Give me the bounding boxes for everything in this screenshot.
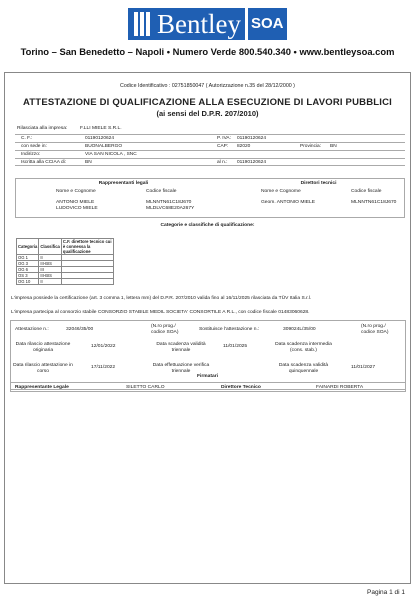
rappr-nome-header: Nome e Cognome bbox=[56, 189, 96, 194]
bentley-logo bbox=[128, 8, 288, 40]
table-header: C.F. direttore tecnico cui è connessa la qualificazione bbox=[62, 239, 112, 254]
firmatari-box bbox=[10, 382, 406, 392]
certificate bbox=[4, 72, 411, 584]
impresa-value: F.LLI MIELE S.R.L. bbox=[80, 126, 122, 131]
piva-value: 01190120624 bbox=[237, 136, 266, 141]
document-subtitle: (ai sensi del D.P.R. 207/2010) bbox=[156, 109, 259, 118]
rappr-cf-header: Codice fiscale bbox=[146, 189, 177, 194]
table-header-row bbox=[17, 239, 114, 255]
prog-label-2: (N.ro prog./ codice SOA) bbox=[361, 324, 389, 335]
provincia-label: Provincia: bbox=[300, 144, 322, 149]
indirizzo-value: VIA SAN NICOLA , SNC bbox=[85, 152, 137, 157]
sede-value: BUONALBERGO bbox=[85, 144, 123, 149]
rappresentanti-title: Rappresentanti legali bbox=[98, 181, 149, 186]
rappr-nome-1: ANTONIO MIELE bbox=[56, 200, 95, 205]
table-cell: II bbox=[39, 255, 62, 261]
row-cf bbox=[15, 134, 405, 142]
aln-label: al n.: bbox=[217, 160, 228, 165]
aln-value: 01190120624 bbox=[237, 160, 266, 165]
cf-value: 01190120624 bbox=[85, 136, 114, 141]
piva-label: P. IVA: bbox=[217, 136, 231, 141]
row-indirizzo bbox=[15, 150, 405, 158]
table-cell: III bbox=[39, 267, 62, 273]
row-cciaa bbox=[15, 158, 405, 166]
direttore-label: Direttore Tecnico bbox=[221, 385, 261, 390]
cap-value: 82020 bbox=[237, 144, 251, 149]
table-header: Categoria bbox=[17, 239, 39, 255]
categorie-title: Categorie e classifiche di qualificazione: bbox=[160, 223, 255, 228]
table-cell: OG 10 bbox=[17, 279, 39, 285]
table-cell: II bbox=[39, 279, 62, 285]
page-number: Pagina 1 di 1 bbox=[367, 589, 405, 596]
d3-label: Data scadenza intermedia (cons. stab.) bbox=[275, 342, 332, 353]
rappresentante-label: Rappresentante Legale bbox=[15, 385, 69, 390]
contact-line: Torino – San Benedetto – Napoli • Numero Verde 800.540.340 • www.bentleysoa.com bbox=[20, 46, 395, 57]
d4-label: Data rilascio attestazione in corso bbox=[13, 363, 73, 374]
impresa-label: Rilasciata alla impresa: bbox=[17, 126, 68, 131]
table-header: Classifica bbox=[39, 239, 62, 255]
d1-value: 12/01/2022 bbox=[91, 344, 116, 349]
d2-label: Data scadenza validità triennale bbox=[156, 342, 206, 353]
d6-label: Data scadenza validità quinquennale bbox=[278, 363, 329, 374]
dir-nome-1: Geom. ANTONIO MIELE bbox=[261, 200, 315, 205]
provincia-value: BN bbox=[330, 144, 337, 149]
dir-nome-header: Nome e Cognome bbox=[261, 189, 301, 194]
certificazione-paragraph: L'impresa possiede la certificazione (art. 3 comma 1, lettera mm) del D.P.R. 207/2010 valida fino al 16/11/2025 rilasciata da TÜV Italia S.r.l. bbox=[11, 296, 312, 301]
logo-wordmark: Bentley bbox=[155, 8, 245, 40]
logo-mark-icon bbox=[128, 8, 155, 40]
d1-label: Data rilascio attestazione originaria bbox=[15, 342, 71, 353]
table-row bbox=[17, 279, 114, 285]
attestazione-value: 32046/35/00 bbox=[66, 327, 94, 332]
cap-label: CAP: bbox=[217, 144, 229, 149]
d2-value: 11/01/2025 bbox=[223, 344, 248, 349]
d6-value: 11/01/2027 bbox=[351, 365, 376, 370]
direttore-value: FAINARDI ROBERTA bbox=[316, 385, 364, 390]
direttori-title: Direttori tecnici bbox=[300, 181, 337, 186]
categorie-table bbox=[16, 238, 114, 285]
indirizzo-label: Indirizzo: bbox=[21, 152, 41, 157]
table-cell bbox=[61, 279, 113, 285]
table-cell: OG 3 bbox=[17, 261, 39, 267]
rappr-cf-2: MLDLVC68E20A267Y bbox=[146, 206, 195, 211]
dir-cf-header: Codice fiscale bbox=[351, 189, 382, 194]
table-cell: OS 3 bbox=[17, 273, 39, 279]
d4-value: 17/11/2022 bbox=[91, 365, 116, 370]
logo-badge: SOA bbox=[248, 8, 287, 40]
table-cell: III-BIS bbox=[39, 261, 62, 267]
rappr-nome-2: LUDOVICO MIELE bbox=[56, 206, 98, 211]
rappresentante-value: SILETTO CARLO bbox=[126, 385, 165, 390]
table-cell: OG 6 bbox=[17, 267, 39, 273]
cf-label: C. F.: bbox=[21, 136, 33, 141]
representatives-box bbox=[15, 178, 405, 218]
sostituisce-value: 309024L/35/00 bbox=[283, 327, 316, 332]
cciaa-value: BN bbox=[85, 160, 92, 165]
cciaa-label: Iscritta alla CCIAA di: bbox=[21, 160, 67, 165]
consorzio-paragraph: L'impresa partecipa al consorzio stabile CONSORZIO STABILE MEDIL SOCIETA' CONSORTILE A R.L., con codice fiscale 01483060628. bbox=[11, 310, 310, 315]
sede-label: con sede in: bbox=[21, 144, 47, 149]
table-cell: III-BIS bbox=[39, 273, 62, 279]
prog-label: (N.ro prog./ codice SOA) bbox=[151, 324, 179, 335]
sostituisce-label: Sostituisce l'attestazione n.: bbox=[199, 327, 260, 332]
dir-cf-1: MLNNTN61C18J670 bbox=[351, 200, 397, 205]
attestazione-label: Attestazione n.: bbox=[15, 327, 49, 332]
rappr-cf-1: MLNNTN61C18J670 bbox=[146, 200, 192, 205]
d5-label: Data effettuazione verifica triennale bbox=[152, 363, 210, 374]
codice-identificativo: Codice Identificativo : 02751850047 ( Autorizzazione n.35 del 28/12/2000 ) bbox=[120, 83, 295, 89]
document-title: ATTESTAZIONE DI QUALIFICAZIONE ALLA ESECUZIONE DI LAVORI PUBBLICI bbox=[22, 97, 393, 108]
attestazione-box bbox=[10, 320, 406, 390]
firmatari-title: Firmatari bbox=[197, 374, 218, 379]
row-sede bbox=[15, 142, 405, 150]
table-cell: OG 1 bbox=[17, 255, 39, 261]
